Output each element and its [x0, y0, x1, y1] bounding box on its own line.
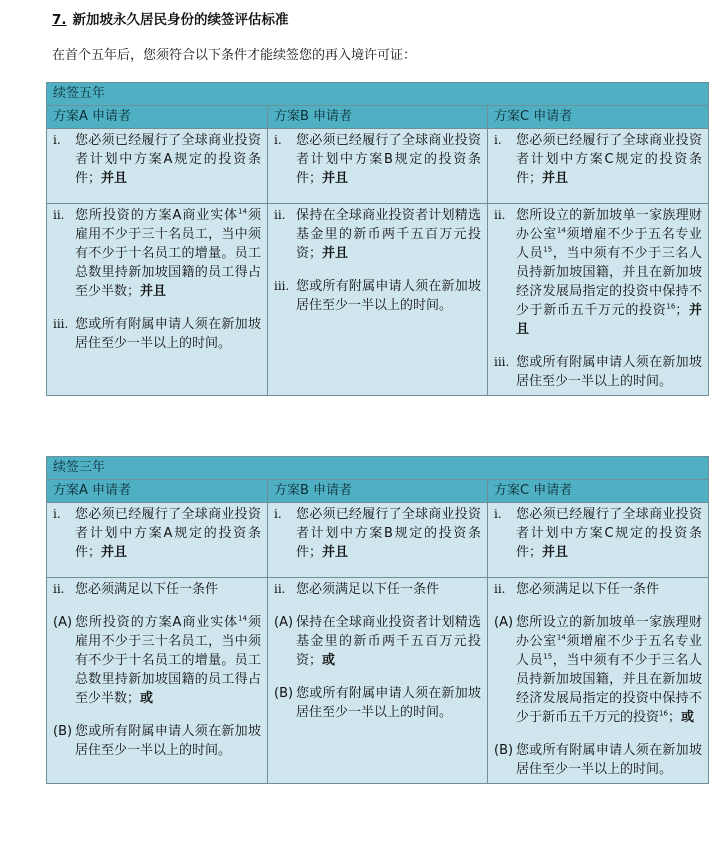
option-label: (B) — [53, 724, 73, 739]
five-year-table — [46, 82, 709, 396]
option-text: 您所投资的方案A商业实体$^{14}$须雇用不少于三十名员工，当中须有不少于十名员工的增量。员工总数里持新加坡国籍的员工得占至少半数；或 — [75, 614, 261, 706]
table-cell — [47, 129, 268, 204]
item-text: 您或所有附属申请人须在新加坡居住至少一半以上的时间。 — [516, 355, 702, 389]
item-text: 您必须已经履行了全球商业投资者计划中方案B规定的投资条件；并且 — [296, 133, 481, 186]
table-cell — [268, 578, 488, 784]
table-cell — [488, 204, 709, 396]
item-text: 您必须已经履行了全球商业投资者计划中方案C规定的投资条件；并且 — [516, 133, 702, 186]
table-cell — [268, 503, 488, 578]
item-number: ii. — [274, 208, 286, 222]
section-title: 新加坡永久居民身份的续签评估标准 — [72, 12, 289, 28]
item-number: ii. — [53, 208, 65, 222]
option-text: 您或所有附属申请人须在新加坡居住至少一半以上的时间。 — [296, 686, 481, 720]
item-number: ii. — [494, 208, 506, 222]
item-number: i. — [274, 507, 282, 521]
three-year-table — [46, 456, 709, 784]
table-cell — [47, 503, 268, 578]
item-number: iii. — [494, 355, 510, 369]
item-text: 您所投资的方案A商业实体$^{14}$须雇用不少于三十名员工，当中须有不少于十名员工的增量。员工总数里持新加坡国籍的员工得占至少半数；并且 — [75, 207, 261, 299]
item-text: 您必须已经履行了全球商业投资者计划中方案C规定的投资条件；并且 — [516, 507, 702, 560]
item-text: 您必须满足以下任一条件 — [296, 582, 440, 597]
option-label: (A) — [53, 615, 73, 630]
column-header-b: 方案B 申请者 — [268, 106, 488, 129]
column-header-c: 方案C 申请者 — [488, 106, 709, 129]
item-number: i. — [494, 133, 502, 147]
footnote-ref: 16 — [659, 709, 668, 718]
footnote-ref: 14 — [238, 207, 248, 216]
option-label: (B) — [274, 686, 294, 701]
item-text: 保持在全球商业投资者计划精选基金里的新币两千五百万元投资；并且 — [296, 208, 481, 261]
footnote-ref: 15 — [543, 652, 553, 661]
item-number: iii. — [53, 317, 69, 331]
item-text: 您必须已经履行了全球商业投资者计划中方案A规定的投资条件；并且 — [75, 133, 261, 186]
item-number: ii. — [494, 582, 506, 596]
item-number: ii. — [274, 582, 286, 596]
footnote-ref: 14 — [556, 226, 566, 235]
item-number: i. — [494, 507, 502, 521]
table-cell — [47, 204, 268, 396]
item-text: 您必须满足以下任一条件 — [75, 582, 219, 597]
item-number: i. — [53, 507, 61, 521]
section-heading — [52, 8, 289, 28]
intro-text: 在首个五年后，您须符合以下条件才能续签您的再入境许可证： — [52, 48, 417, 63]
table-cell — [268, 129, 488, 204]
column-header-c: 方案C 申请者 — [488, 480, 709, 503]
item-text: 您或所有附属申请人须在新加坡居住至少一半以上的时间。 — [296, 279, 481, 313]
table-cell — [268, 204, 488, 396]
option-text: 您或所有附属申请人须在新加坡居住至少一半以上的时间。 — [75, 724, 261, 758]
option-label: (A) — [274, 615, 294, 630]
item-text: 您必须满足以下任一条件 — [516, 582, 660, 597]
item-text: 您必须已经履行了全球商业投资者计划中方案B规定的投资条件；并且 — [296, 507, 481, 560]
footnote-ref: 14 — [238, 614, 248, 623]
option-text: 您所设立的新加坡单一家族理财办公室$^{14}$须增雇不少于五名专业人员$^{15}$，当中须有不少于三名人员持新加坡国籍，并且在新加坡经济发展局指定的投资中保持不少于新币五千万元的投资$^{16}$；或 — [516, 615, 702, 725]
table-cell — [488, 129, 709, 204]
footnote-ref: 14 — [556, 633, 566, 642]
item-number: i. — [274, 133, 282, 147]
column-header-a: 方案A 申请者 — [47, 106, 268, 129]
option-text: 您或所有附属申请人须在新加坡居住至少一半以上的时间。 — [516, 743, 702, 777]
item-text: 您所设立的新加坡单一家族理财办公室$^{14}$须增雇不少于五名专业人员$^{15}$，当中须有不少于三名人员持新加坡国籍，并且在新加坡经济发展局指定的投资中保持不少于新币五千万元的投资$^{16}$；并且 — [516, 208, 702, 337]
item-number: iii. — [274, 279, 290, 293]
item-number: i. — [53, 133, 61, 147]
item-number: ii. — [53, 582, 65, 596]
column-header-b: 方案B 申请者 — [268, 480, 488, 503]
table-cell — [488, 578, 709, 784]
table-cell — [47, 578, 268, 784]
table-title: 续签五年 — [47, 83, 709, 106]
footnote-ref: 16 — [666, 302, 676, 311]
section-number: 7. — [52, 12, 67, 28]
table-cell — [488, 503, 709, 578]
item-text: 您必须已经履行了全球商业投资者计划中方案A规定的投资条件；并且 — [75, 507, 261, 560]
option-text: 保持在全球商业投资者计划精选基金里的新币两千五百万元投资；或 — [296, 615, 481, 668]
option-label: (B) — [494, 743, 514, 758]
column-header-a: 方案A 申请者 — [47, 480, 268, 503]
option-label: (A) — [494, 615, 514, 630]
footnote-ref: 15 — [543, 245, 553, 254]
item-text: 您或所有附属申请人须在新加坡居住至少一半以上的时间。 — [75, 317, 261, 351]
table-title: 续签三年 — [47, 457, 709, 480]
